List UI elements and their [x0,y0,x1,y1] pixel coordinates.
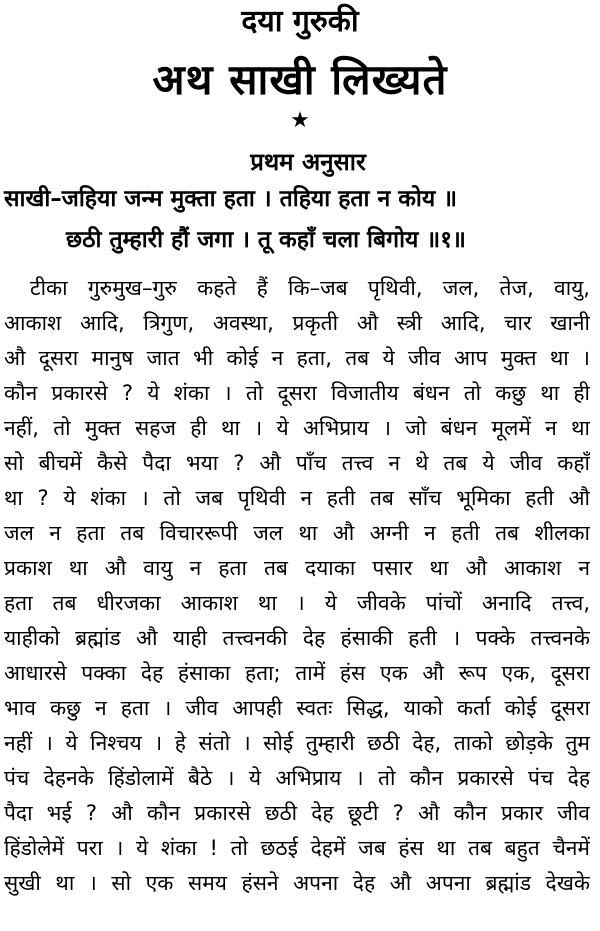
commentary-line: जल न हता तब विचाररूपी जल था औ अग्नी न हती तब शीलका [4,521,590,545]
top-title: दया गुरुकी [241,4,359,39]
commentary-line: औ दूसरा मानुष जात भी कोई न हता, तब ये जीव आप मुक्त था । [4,346,590,370]
commentary-line: आकाश आदि, त्रिगुण, अवस्था, प्रकृती औ स्त्री आदि, चार खानी [4,311,590,335]
commentary-line: हिंडोलेमें परा । ये शंका ! तो छठई देहमें जब हंस था तब बहुत चैनमें [4,836,590,860]
verse-line-2: छठी तुम्हारी हौं जगा । तू कहाँ चला बिगोय ॥१॥ [66,227,466,253]
commentary-line: हता तब धीरजका आकाश था । ये जीवके पांचों अनादि तत्त्व, [4,591,590,615]
star-ornament-icon: ★ [290,108,310,133]
section-title: प्रथम अनुसार [250,148,366,176]
commentary-line: आधारसे पक्का देह हंसाका हता; तामें हंस एक औ रूप एक, दूसरा [4,661,590,685]
commentary-line: भाव कछु न हता । जीव आपही स्वतः सिद्ध, याको कर्ता कोई दूसरा [4,696,590,720]
commentary-line: पैदा भई ? औ कौन प्रकारसे छठी देह छूटी ? औ कौन प्रकार जीव [4,801,590,825]
commentary-line: प्रकाश था औ वायु न हता तब दयाका पसार था औ आकाश न [4,556,590,580]
commentary-line: याहीको ब्रह्मांड औ याही तत्त्वनकी देह हंसाकी हती । पक्के तत्त्वनके [4,626,590,650]
commentary-line: सो बीचमें कैसे पैदा भया ? औ पाँच तत्त्व न थे तब ये जीव कहाँ [4,451,590,475]
commentary-line: नहीं, तो मुक्त सहज ही था । ये अभिप्राय । जो बंधन मूलमें न था [4,416,590,440]
verse-line-1: साखी–जहिया जन्म मुक्ता हता । तहिया हता न कोय ॥ [4,186,458,212]
commentary-line: सुखी था । सो एक समय हंसने अपना देह औ अपना ब्रह्मांड देखके [4,871,590,895]
main-title: अथ साखी लिख्यते [152,55,448,104]
commentary-line: नहीं । ये निश्चय । हे संतो । सोई तुम्हारी छठी देह, ताको छोड़के तुम [4,731,590,755]
commentary-line: टीका गुरुमुख–गुरु कहते हैं कि–जब पृथिवी, जल, तेज, वायु, [30,276,590,300]
commentary-line: पंच देहनके हिंडोलामें बैठे । ये अभिप्राय । तो कौन प्रकारसे पंच देह [4,766,590,790]
commentary-line: कौन प्रकारसे ? ये शंका । तो दूसरा विजातीय बंधन तो कछु था ही [4,381,590,405]
commentary-line: था ? ये शंका । तो जब पृथिवी न हती तब साँच भूमिका हती औ [4,486,590,510]
